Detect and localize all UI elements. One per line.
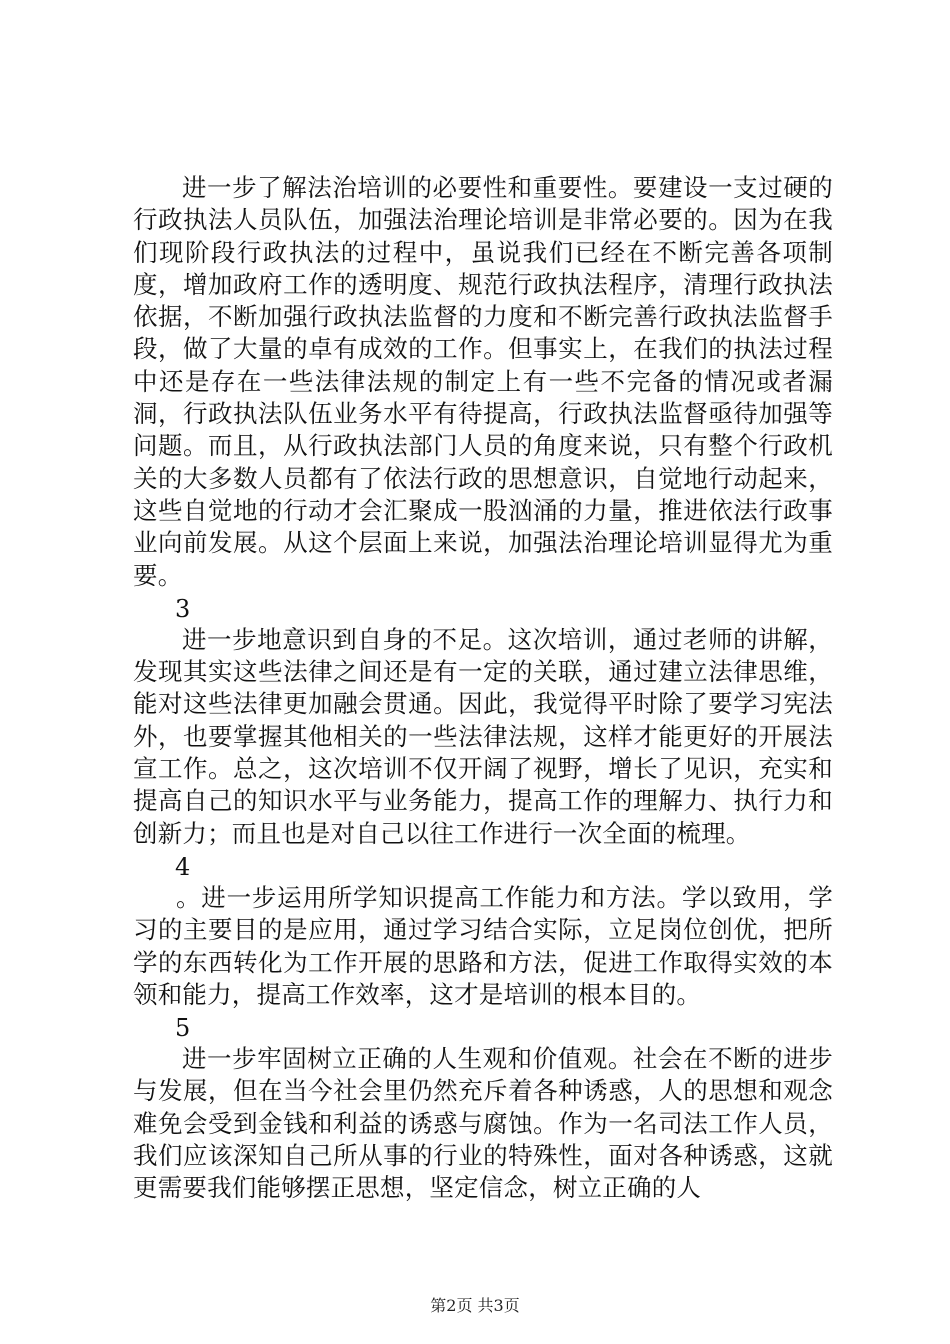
section-number-3: 3 [175, 594, 191, 623]
paragraph-2: 进一步地意识到自身的不足。这次培训，通过老师的讲解，发现其实这些法律之间还是有一定的关联，通过建立法律思维，能对这些法律更加融会贯通。因此，我觉得平时除了要学习宪法外，也要掌握其他相关的一些法律法规，这样才能更好的开展法宣工作。总之，这次培训不仅开阔了视野，增长了见识，充实和提高自己的知识水平与业务能力，提高工作的理解力、执行力和创新力；而且也是对自己以往工作进行一次全面的梳理。 [133, 624, 833, 848]
paragraph-4: 进一步牢固树立正确的人生观和价值观。社会在不断的进步与发展，但在当今社会里仍然充斥着各种诱惑，人的思想和观念难免会受到金钱和利益的诱惑与腐蚀。作为一名司法工作人员，我们应该深知自己所从事的行业的特殊性，面对各种诱惑，这就更需要我们能够摆正思想，坚定信念，树立正确的人 [133, 1044, 833, 1203]
paragraph-1: 进一步了解法治培训的必要性和重要性。要建设一支过硬的行政执法人员队伍，加强法治理论培训是非常必要的。因为在我们现阶段行政执法的过程中，虽说我们已经在不断完善各项制度，增加政府工作的透明度、规范行政执法程序，清理行政执法依据，不断加强行政执法监督的力度和不断完善行政执法监督手段，做了大量的卓有成效的工作。但事实上，在我们的执法过程中还是存在一些法律法规的制定上有一些不完备的情况或者漏洞，行政执法队伍业务水平有待提高，行政执法监督亟待加强等问题。而且，从行政执法部门人员的角度来说，只有整个行政机关的大多数人员都有了依法行政的思想意识，自觉地行动起来，这些自觉地的行动才会汇聚成一股汹涌的力量，推进依法行政事业向前发展。从这个层面上来说，加强法治理论培训显得尤为重要。 [133, 173, 833, 590]
paragraph-3: 。进一步运用所学知识提高工作能力和方法。学以致用，学习的主要目的是应用，通过学习结合实际，立足岗位创优，把所学的东西转化为工作开展的思路和方法，促进工作取得实效的本领和能力，提高工作效率，这才是培训的根本目的。 [133, 882, 833, 1009]
section-number-5: 5 [175, 1014, 191, 1043]
document-body [133, 172, 833, 1205]
page-footer: 第2页 共3页 [430, 1296, 520, 1315]
section-number-4: 4 [175, 852, 191, 881]
